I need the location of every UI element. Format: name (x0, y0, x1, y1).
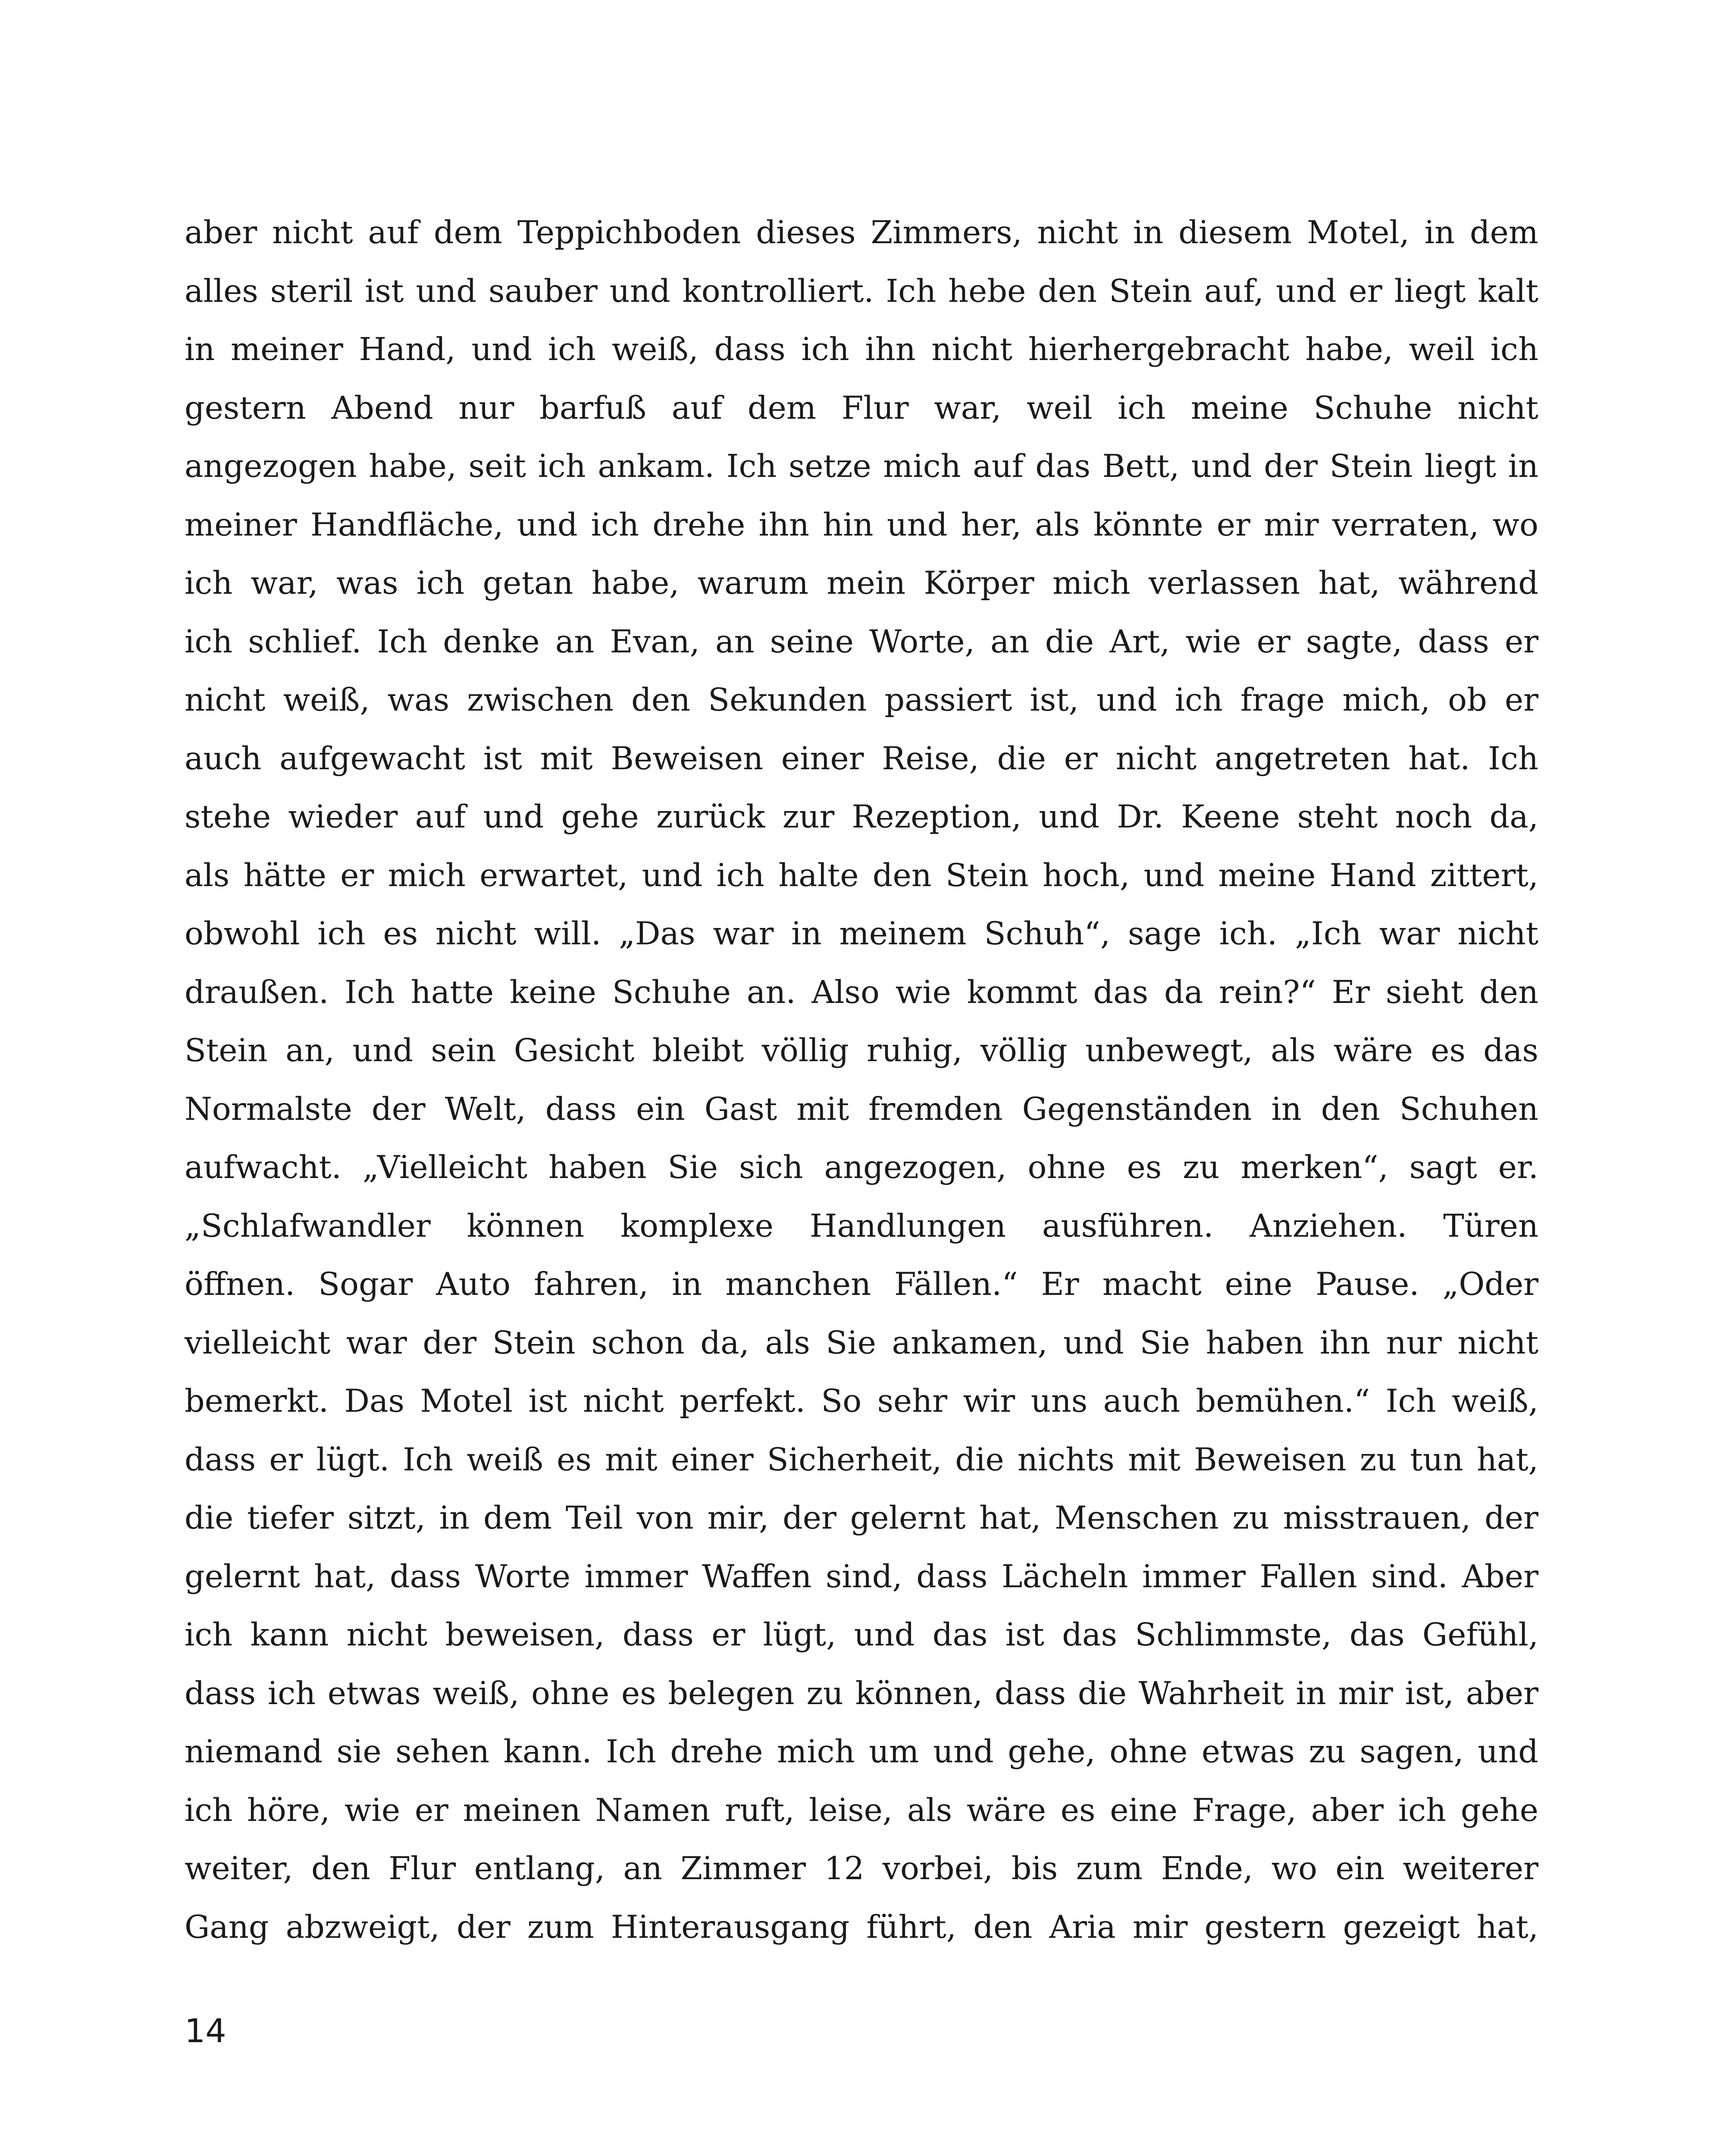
text-line-21: bemerkt. Das Motel ist nicht perfekt. So sehr wir uns auch bemühen.“ Ich weiß, (185, 1383, 1538, 1420)
text-line-14: draußen. Ich hatte keine Schuhe an. Also wie kommt das da rein?“ Er sieht den (185, 974, 1538, 1011)
text-line-26: dass ich etwas weiß, ohne es belegen zu können, dass die Wahrheit in mir ist, aber (185, 1675, 1538, 1712)
text-line-23: die tiefer sitzt, in dem Teil von mir, der gelernt hat, Menschen zu misstrauen, der (185, 1500, 1538, 1536)
text-line-17: aufwacht. „Vielleicht haben Sie sich angezogen, ohne es zu merken“, sagt er. (185, 1149, 1538, 1186)
text-line-28: ich höre, wie er meinen Namen ruft, leise, als wäre es eine Frage, aber ich gehe (185, 1792, 1538, 1829)
text-line-24: gelernt hat, dass Worte immer Waffen sind, dass Lächeln immer Fallen sind. Aber (185, 1558, 1538, 1595)
text-line-8: ich schlief. Ich denke an Evan, an seine Worte, an die Art, wie er sagte, dass er (185, 623, 1538, 660)
text-line-13: obwohl ich es nicht will. „Das war in meinem Schuh“, sage ich. „Ich war nicht (185, 915, 1538, 952)
text-line-3: in meiner Hand, und ich weiß, dass ich ihn nicht hierhergebracht habe, weil ich (185, 331, 1538, 368)
text-line-22: dass er lügt. Ich weiß es mit einer Sicherheit, die nichts mit Beweisen zu tun hat, (185, 1441, 1538, 1478)
text-line-18: „Schlafwandler können komplexe Handlungen ausführen. Anziehen. Türen (185, 1207, 1538, 1244)
text-line-16: Normalste der Welt, dass ein Gast mit fremden Gegenständen in den Schuhen (185, 1091, 1538, 1128)
text-line-20: vielleicht war der Stein schon da, als Sie ankamen, und Sie haben ihn nur nicht (185, 1324, 1538, 1361)
text-line-27: niemand sie sehen kann. Ich drehe mich um und gehe, ohne etwas zu sagen, und (185, 1733, 1538, 1770)
text-line-4: gestern Abend nur barfuß auf dem Flur war, weil ich meine Schuhe nicht (185, 389, 1538, 426)
text-line-30: Gang abzweigt, der zum Hinterausgang führt, den Aria mir gestern gezeigt hat, (185, 1908, 1538, 1946)
text-line-29: weiter, den Flur entlang, an Zimmer 12 vorbei, bis zum Ende, wo ein weiterer (185, 1850, 1538, 1887)
text-line-9: nicht weiß, was zwischen den Sekunden passiert ist, und ich frage mich, ob er (185, 682, 1538, 718)
body-text (185, 211, 1538, 1964)
text-line-2: alles steril ist und sauber und kontrolliert. Ich hebe den Stein auf, und er liegt kalt (185, 273, 1538, 310)
text-line-12: als hätte er mich erwartet, und ich halte den Stein hoch, und meine Hand zittert, (185, 857, 1538, 894)
text-line-15: Stein an, und sein Gesicht bleibt völlig ruhig, völlig unbewegt, als wäre es das (185, 1032, 1538, 1069)
text-line-1: aber nicht auf dem Teppichboden dieses Zimmers, nicht in diesem Motel, in dem (185, 214, 1538, 251)
page-number: 14 (185, 2012, 226, 2050)
text-line-25: ich kann nicht beweisen, dass er lügt, und das ist das Schlimmste, das Gefühl, (185, 1617, 1538, 1653)
text-line-5: angezogen habe, seit ich ankam. Ich setze mich auf das Bett, und der Stein liegt in (185, 448, 1538, 485)
text-line-6: meiner Handfläche, und ich drehe ihn hin und her, als könnte er mir verraten, wo (185, 506, 1538, 543)
text-line-10: auch aufgewacht ist mit Beweisen einer Reise, die er nicht angetreten hat. Ich (185, 740, 1538, 777)
text-line-11: stehe wieder auf und gehe zurück zur Rezeption, und Dr. Keene steht noch da, (185, 799, 1538, 835)
text-line-19: öffnen. Sogar Auto fahren, in manchen Fällen.“ Er macht eine Pause. „Oder (185, 1266, 1538, 1303)
text-line-7: ich war, was ich getan habe, warum mein Körper mich verlassen hat, während (185, 565, 1538, 602)
